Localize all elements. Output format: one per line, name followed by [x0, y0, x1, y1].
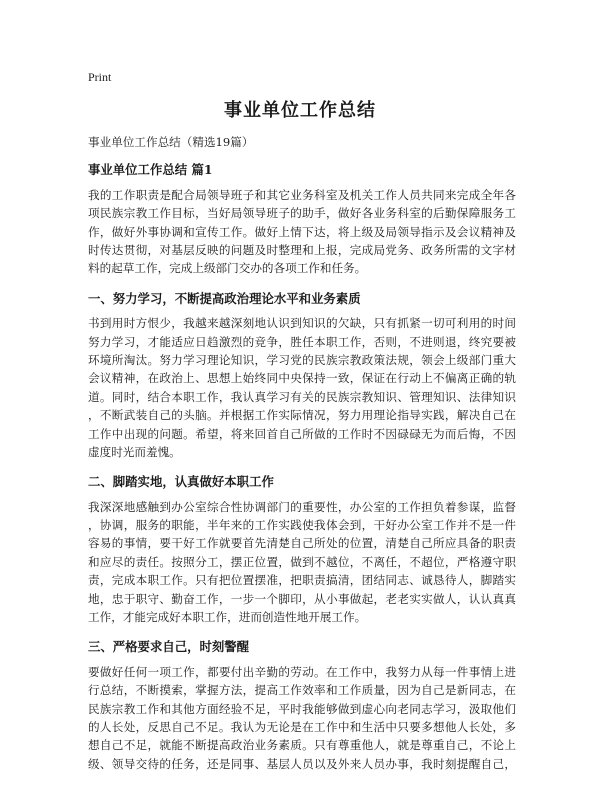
document-body	[88, 133, 516, 785]
document-subtitle: 事业单位工作总结（精选19篇）	[88, 135, 254, 149]
section-2-paragraph	[88, 498, 516, 627]
print-link[interactable]: Print	[88, 70, 112, 84]
paragraph-line: ，不断武装自己的头脑。并根据工作实际情况，努力用理论指导实践，解决自己在	[88, 408, 516, 423]
paragraph-line: 书到用时方恨少，我越来越深刻地认识到知识的欠缺，只有抓紧一切可利用的时间	[88, 316, 516, 331]
section-heading-1: 一、努力学习，不断提高政治理论水平和业务素质	[88, 290, 361, 306]
paragraph-line: 我的工作职责是配合局领导班子和其它业务科室及机关工作人员共同来完成全年各	[88, 187, 516, 202]
paragraph-line: 时传达贯彻，对基层反映的问题及时整理和上报，完成局党务、政务所需的文字材	[88, 242, 516, 257]
paragraph-line: ，协调，服务的职能，半年来的工作实践使我体会到，干好办公室工作并不是一件	[88, 518, 516, 533]
paragraph-line: 想自己不足，就能不断提高政治业务素质。只有尊重他人，就是尊重自己，不论上	[88, 738, 516, 753]
paragraph-line: 努力学习，才能适应日趋激烈的竞争，胜任本职工作，否则，不进则退，终究要被	[88, 334, 516, 349]
paragraph-line: 工作中出现的问题。希望，将来回首自己所做的工作时不因碌碌无为而后悔，不因	[88, 426, 516, 441]
paragraph-line: 民族宗教工作和其他方面经验不足，平时我能够做到虚心向老同志学习，汲取他们	[88, 701, 516, 716]
paragraph-line: 的人长处，反思自己不足。我认为无论是在工作中和生活中只要多想他人长处，多	[88, 720, 516, 735]
paragraph-line: 工作，才能完成好本职工作，进而创造性地开展工作。	[88, 610, 367, 625]
section-heading-2: 二、脚踏实地，认真做好本职工作	[88, 474, 274, 490]
paragraph-line: 料的起草工作，完成上级部门交办的各项工作和任务。	[88, 261, 367, 276]
paragraph-line: 容易的事情，要干好工作就要首先清楚自己所处的位置，清楚自己所应具备的职责	[88, 536, 516, 551]
section-3-paragraph	[88, 663, 516, 773]
paragraph-line: 级、领导交待的任务，还是同事、基层人员以及外来人员办事，我时刻提醒自己，	[88, 756, 516, 771]
intro-paragraph	[88, 186, 516, 278]
paragraph-line: 项民族宗教工作目标，当好局领导班子的助手，做好各业务科室的后勤保障服务工	[88, 206, 516, 221]
paragraph-line: 环境所淘汰。努力学习理论知识，学习党的民族宗教政策法规，领会上级部门重大	[88, 352, 516, 367]
paragraph-line: 作，做好外事协调和宣传工作。做好上情下达，将上级及局领导指示及会议精神及	[88, 224, 516, 239]
section-heading-3: 三、严格要求自己，时刻警醒	[88, 639, 250, 655]
paragraph-line: 和应尽的责任。按照分工，摆正位置，做到不越位，不离任，不超位，严格遵守职	[88, 554, 516, 569]
paragraph-line: 道。同时，结合本职工作，我认真学习有关的民族宗教知识、管理知识、法律知识	[88, 389, 516, 404]
paragraph-line: 地，忠于职守、勤奋工作，一步一个脚印，从小事做起，老老实实做人，认认真真	[88, 591, 516, 606]
paragraph-line: 会议精神，在政治上、思想上始终同中央保持一致，保证在行动上不偏离正确的轨	[88, 371, 516, 386]
section-1-paragraph	[88, 314, 516, 461]
paragraph-line: 责，完成本职工作。只有把位置摆准，把职责搞清，团结同志、诚恳待人，脚踏实	[88, 573, 516, 588]
article-heading: 事业单位工作总结 篇1	[88, 162, 213, 178]
paragraph-line: 我深深地感触到办公室综合性协调部门的重要性，办公室的工作担负着参谋，监督	[88, 499, 516, 514]
paragraph-line: 行总结，不断摸索，掌握方法，提高工作效率和工作质量，因为自己是新同志，在	[88, 683, 516, 698]
page-title: 事业单位工作总结	[224, 100, 376, 121]
paragraph-line: 要做好任何一项工作，都要付出辛勤的劳动。在工作中，我努力从每一件事情上进	[88, 664, 516, 679]
paragraph-line: 虚度时光而羞愧。	[88, 444, 181, 459]
